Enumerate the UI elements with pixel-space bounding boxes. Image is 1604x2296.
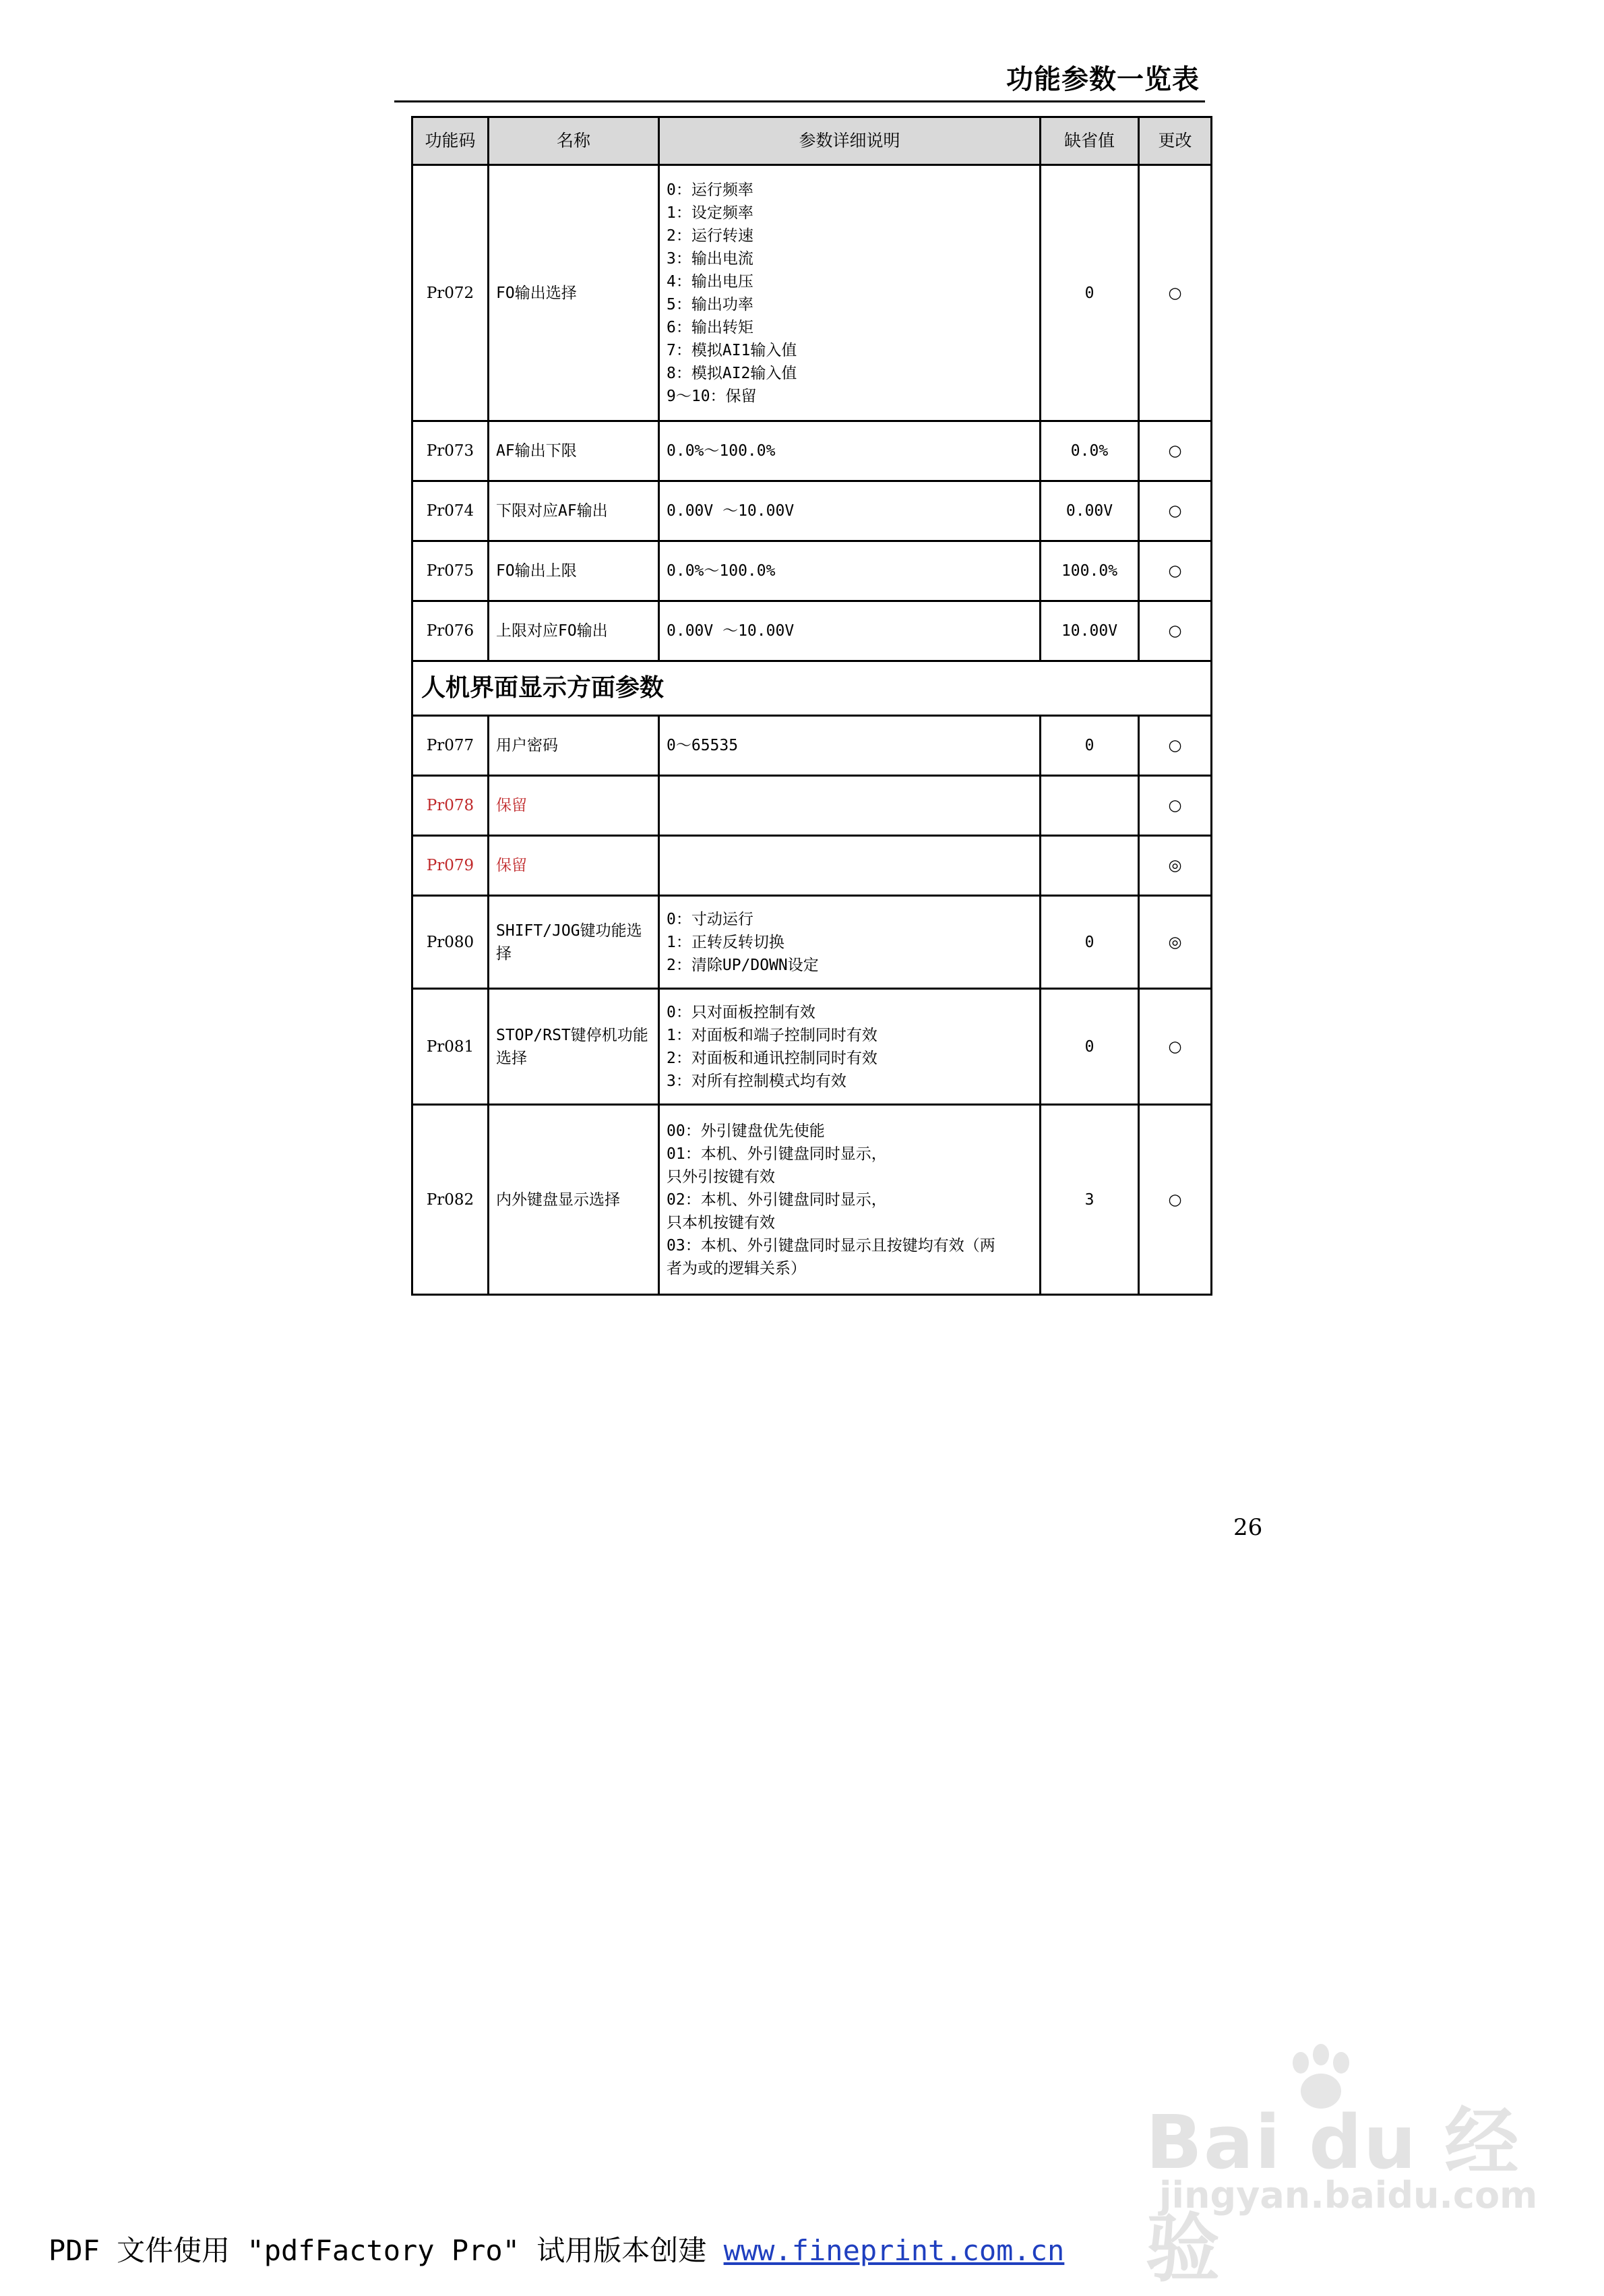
table-row [412,165,1212,421]
desc-line: 0：运行频率 [667,181,753,199]
col-header-name: 名称 [489,117,659,165]
desc-line: 8：模拟AI2输入值 [667,364,797,382]
parameter-table [411,116,1212,1296]
param-desc [659,481,1041,541]
desc-line: 0：只对面板控制有效 [667,1003,815,1021]
desc-line: 0～65535 [667,737,739,754]
pdf-footer-note [49,2229,1064,2269]
desc-line: 01：本机、外引键盘同时显示， [667,1145,887,1163]
param-code: Pr080 [412,896,489,989]
table-row [412,776,1212,836]
desc-line: 3：输出电流 [667,249,753,268]
param-default [1041,836,1139,896]
col-header-code: 功能码 [412,117,489,165]
desc-line: 2：对面板和通讯控制同时有效 [667,1049,877,1067]
table-row [412,481,1212,541]
col-header-default: 缺省值 [1041,117,1139,165]
table-row [412,601,1212,661]
table-row [412,541,1212,601]
table-header-row [412,117,1212,165]
desc-line: 3：对所有控制模式均有效 [667,1072,846,1090]
desc-line: 00：外引键盘优先使能 [667,1122,825,1140]
param-code: Pr075 [412,541,489,601]
param-name: STOP/RST键停机功能选择 [489,989,659,1105]
param-code: Pr082 [412,1105,489,1295]
desc-line: 7：模拟AI1输入值 [667,341,797,359]
param-code: Pr079 [412,836,489,896]
desc-line: 2：运行转速 [667,226,753,245]
watermark-url: jingyan.baidu.com [1159,2174,1538,2216]
desc-line: 者为或的逻辑关系） [667,1259,806,1277]
param-desc [659,1105,1041,1295]
table-row [412,989,1212,1105]
param-change-mark: ◎ [1139,836,1212,896]
param-desc [659,989,1041,1105]
param-change-mark: ○ [1139,989,1212,1105]
param-name: 保留 [489,836,659,896]
desc-line: 02：本机、外引键盘同时显示， [667,1190,887,1209]
param-name: FO输出上限 [489,541,659,601]
param-change-mark: ○ [1139,541,1212,601]
param-code: Pr077 [412,716,489,776]
param-default: 0.00V [1041,481,1139,541]
param-desc [659,716,1041,776]
desc-line: 0.00V ～10.00V [667,502,795,520]
param-name: 用户密码 [489,716,659,776]
table-row [412,421,1212,481]
section-title: 人机界面显示方面参数 [412,661,1212,716]
param-change-mark: ○ [1139,165,1212,421]
baidu-jingyan-watermark [1146,2043,1538,2292]
col-header-change: 更改 [1139,117,1212,165]
footer-prefix-text: PDF 文件使用 "pdfFactory Pro" 试用版本创建 [49,2234,724,2267]
param-code: Pr081 [412,989,489,1105]
header-rule [394,100,1205,102]
param-code: Pr072 [412,165,489,421]
desc-line: 只本机按键有效 [667,1213,775,1232]
param-change-mark: ○ [1139,776,1212,836]
param-desc [659,836,1041,896]
param-default: 3 [1041,1105,1139,1295]
param-name: 下限对应AF输出 [489,481,659,541]
desc-line: 6：输出转矩 [667,318,753,336]
desc-line: 0：寸动运行 [667,910,753,928]
page-header-title: 功能参数一览表 [1006,64,1200,95]
param-code: Pr078 [412,776,489,836]
table-row [412,836,1212,896]
param-change-mark: ◎ [1139,896,1212,989]
desc-line: 4：输出电压 [667,272,753,291]
param-change-mark: ○ [1139,601,1212,661]
param-default: 0 [1041,896,1139,989]
desc-line: 0.0%～100.0% [667,442,776,460]
section-row [412,661,1212,716]
table-row [412,896,1212,989]
param-change-mark: ○ [1139,481,1212,541]
param-desc [659,165,1041,421]
table-row [412,716,1212,776]
param-desc [659,601,1041,661]
param-desc [659,896,1041,989]
param-default: 0 [1041,716,1139,776]
param-default: 0 [1041,989,1139,1105]
param-name: FO输出选择 [489,165,659,421]
desc-line: 0.00V ～10.00V [667,622,795,640]
table-row [412,1105,1212,1295]
footer-link[interactable]: www.fineprint.com.cn [723,2234,1065,2267]
desc-line: 03：本机、外引键盘同时显示且按键均有效（两 [667,1236,995,1255]
watermark-logo-text: Bai du 经验 [1146,2099,1520,2292]
param-name: 保留 [489,776,659,836]
param-default [1041,776,1139,836]
param-code: Pr074 [412,481,489,541]
desc-line: 2：清除UP/DOWN设定 [667,956,819,974]
param-default: 0 [1041,165,1139,421]
page-number: 26 [1233,1514,1263,1541]
desc-line: 5：输出功率 [667,295,753,313]
param-code: Pr073 [412,421,489,481]
param-name: SHIFT/JOG键功能选择 [489,896,659,989]
param-name: AF输出下限 [489,421,659,481]
param-desc [659,541,1041,601]
param-default: 0.0% [1041,421,1139,481]
desc-line: 0.0%～100.0% [667,562,776,580]
param-code: Pr076 [412,601,489,661]
param-default: 10.00V [1041,601,1139,661]
desc-line: 9～10：保留 [667,387,757,405]
desc-line: 1：正转反转切换 [667,933,784,951]
desc-line: 1：对面板和端子控制同时有效 [667,1026,877,1044]
param-name: 上限对应FO输出 [489,601,659,661]
param-change-mark: ○ [1139,716,1212,776]
param-desc [659,776,1041,836]
param-change-mark: ○ [1139,1105,1212,1295]
col-header-desc: 参数详细说明 [659,117,1041,165]
param-default: 100.0% [1041,541,1139,601]
param-name: 内外键盘显示选择 [489,1105,659,1295]
desc-line: 1：设定频率 [667,204,753,222]
param-change-mark: ○ [1139,421,1212,481]
desc-line: 只外引按键有效 [667,1168,775,1186]
param-desc [659,421,1041,481]
